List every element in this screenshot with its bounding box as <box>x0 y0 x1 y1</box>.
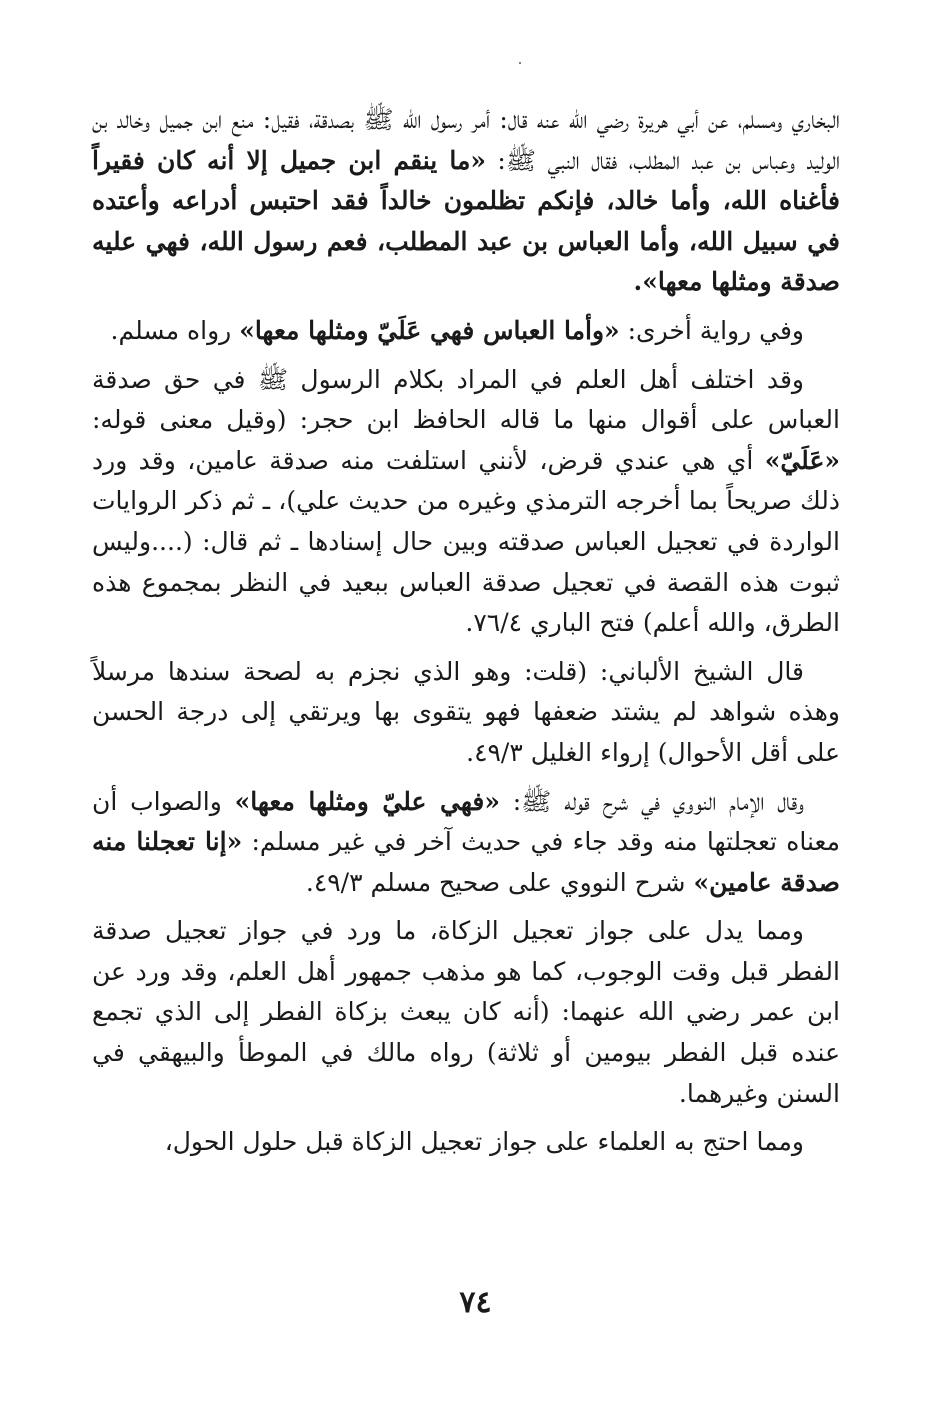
paragraph-zakat-al-fitr <box>92 911 840 1114</box>
hadith-quote: «عَلَيّ» <box>764 445 840 475</box>
text-segment: شرح النووي على صحيح مسلم ٤٩/٣. <box>305 867 694 897</box>
hadith-quote: «إنا تعجلنا منه صدقة عامين» <box>92 827 840 897</box>
text-segment: رواه مسلم. <box>110 315 240 345</box>
text-segment: ومما يدل على جواز تعجيل الزكاة، ما ورد في جواز تعجيل صدقة الفطر قبل وقت الوجوب، كما هو مذهب جمهور أهل العلم، وقد ورد عن ابن عمر رضي الله عنهما: (أنه كان يبعث بزكاة الفطر إلى الذي تجمع عنده قبل الفطر بيومين أو ثلاثة) رواه مالك في الموطأ والبيهقي في السنن وغيرهما. <box>92 916 840 1108</box>
text-segment: أي هي عندي قرض، لأنني استلفت منه صدقة عامين، وقد ورد ذلك صريحاً بما أخرجه الترمذي وغيره من حديث علي)، ـ ثم ذكر الروايات الواردة في تعجيل العباس صدقته وبين حال إسنادها ـ ثم قال: (....وليس ثبوت هذه القصة في تعجيل صدقة العباس ببعيد في النظر بمجموع هذه الطرق، والله أعلم) فتح الباري ٧٦/٤. <box>92 445 840 638</box>
hadith-quote: «فهي عليّ ومثلها معها» <box>234 786 500 816</box>
text-segment: قال الشيخ الألباني: (قلت: وهو الذي نجزم به لصحة سندها مرسلاً وهذه شواهد لم يشتد ضعفها فهو يتقوى بها ويرتقي إلى درجة الحسن على أقل الأحوال) إرواء الغليل ٤٩/٣. <box>92 656 840 767</box>
paragraph-scholars-argument <box>92 1122 840 1163</box>
paragraph-hadith-abu-hurayra <box>92 100 840 303</box>
paragraph-nawawi <box>92 782 840 904</box>
paragraph-albani <box>92 652 840 774</box>
ink-speck <box>519 62 521 64</box>
hadith-quote: «ما ينقم ابن جميل إلا أنه كان فقيراً فأغناه الله، وأما خالد، فإنكم تظلمون خالداً فقد احتبس أدراعه وأعتده في سبيل الله، وأما العباس بن عبد المطلب، فعم رسول الله، فهي عليه صدقة ومثلها معها». <box>92 145 840 297</box>
text-segment: وقال الإمام النووي في شرح قوله ﷺ: <box>499 786 804 816</box>
paragraph-other-narration <box>92 311 840 352</box>
paragraph-ibn-hajar <box>92 360 840 644</box>
text-segment: والصواب أن معناه تعجلتها منه وقد جاء في حديث آخر في غير مسلم: <box>92 786 840 857</box>
hadith-quote: «وأما العباس فهي عَلَيّ ومثلها معها» <box>239 315 620 345</box>
text-segment: وفي رواية أخرى: <box>619 315 804 345</box>
page-body <box>92 100 840 1171</box>
text-segment: ومما احتج به العلماء على جواز تعجيل الزكاة قبل حلول الحول، <box>164 1127 804 1157</box>
page-number: ٧٤ <box>459 1285 492 1320</box>
text-segment: البخاري ومسلم، عن أبي هريرة رضي الله عنه قال: أمر رسول الله ﷺ بصدقة، فقيل: منع ابن جميل وخالد بن الوليد وعباس بن عبد المطلب، فقال النبي ﷺ: <box>92 105 841 175</box>
text-segment: وقد اختلف أهل العلم في المراد بكلام الرسول ﷺ في حق صدقة العباس على أقوال منها ما قاله الحافظ ابن حجر: (وقيل معنى قوله: <box>92 364 840 435</box>
